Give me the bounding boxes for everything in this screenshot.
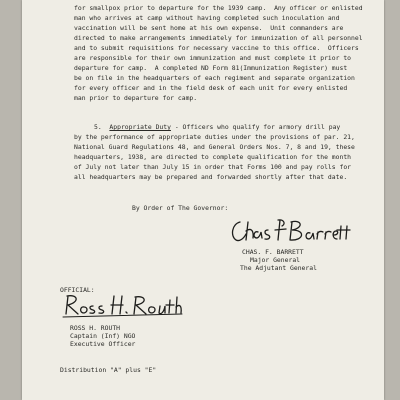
body-line: directed to make arrangements immediately for immunization of all personnel — [74, 34, 363, 42]
item5-line: headquarters, 1938, are directed to complete qualification for the month — [74, 153, 352, 161]
barrett-signature — [228, 216, 352, 246]
official-label: OFFICIAL: — [60, 286, 95, 294]
distribution-line: Distribution "A" plus "E" — [60, 366, 157, 374]
item5-number: 5. — [94, 123, 102, 131]
body-line: for smallpox prior to departure for the 1939 camp. Any officer or enlisted — [74, 4, 363, 12]
body-line: be on file in the headquarters of each regiment and separate organization — [74, 74, 355, 82]
item5-line: all headquarters may be prepared and forwarded shortly after that date. — [74, 173, 348, 181]
body-line: and to submit requisitions for necessary vaccine to this office. Officers — [74, 44, 359, 52]
by-order-line: By Order of The Governor: — [132, 204, 229, 212]
official-title: Executive Officer — [70, 340, 136, 348]
signer-rank: Major General — [250, 256, 301, 264]
body-line: for every officer and in the field desk of each unit for every enlisted — [74, 84, 348, 92]
body-line: man prior to departure for camp. — [74, 94, 198, 102]
body-line: are responsible for their own immunization and must complete it prior to — [74, 54, 352, 62]
item5-line: by the performance of appropriate duties under the provisions of par. 21, — [74, 133, 355, 141]
body-line: man who arrives at camp without having completed such inoculation and — [74, 14, 340, 22]
item5-heading: Appropriate Duty — [109, 123, 171, 131]
routh-signature — [60, 292, 188, 320]
item5-first-line — [94, 123, 340, 131]
document-page — [22, 0, 384, 400]
item5-line: of July not later than July 15 in order that Forms 100 and pay rolls for — [74, 163, 352, 171]
body-line: departure for camp. A completed ND Form 81(Immunization Register) must — [74, 64, 348, 72]
official-rank: Captain (Inf) NGO — [70, 332, 136, 340]
item5-first-rest: - Officers who qualify for armory drill pay — [170, 123, 341, 131]
item5-line: National Guard Regulations 48, and General Orders Nos. 7, 8 and 19, these — [74, 143, 355, 151]
body-line: vaccination will be sent home at his own expense. Unit commanders are — [74, 24, 344, 32]
signer-title: The Adjutant General — [240, 264, 317, 272]
official-name: ROSS H. ROUTH — [70, 324, 121, 332]
signer-name: CHAS. F. BARRETT — [242, 248, 304, 256]
